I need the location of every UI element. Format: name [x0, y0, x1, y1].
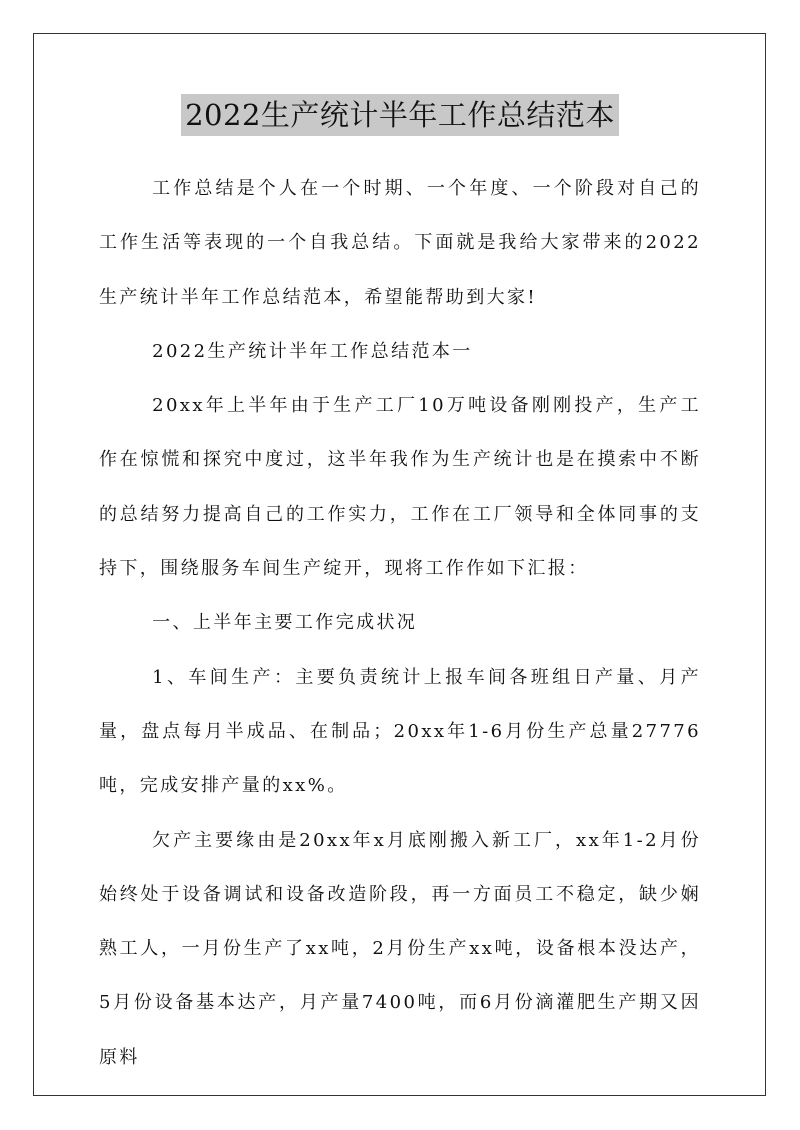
intro-paragraph: 工作总结是个人在一个时期、一个年度、一个阶段对自己的工作生活等表现的一个自我总结。下面就是我给大家带来的2022生产统计半年工作总结范本，希望能帮助到大家! — [99, 178, 701, 308]
body-paragraph: 20xx年上半年由于生产工厂10万吨设备刚刚投产，生产工作在惊慌和探究中度过，这半年我作为生产统计也是在摸索中不断的总结努力提高自己的工作实力，工作在工厂领导和全体同事的支持下，围绕服务车间生产绽开，现将工作作如下汇报： — [99, 395, 701, 580]
title-container — [0, 94, 800, 136]
document-body — [99, 162, 701, 1085]
document-title: 2022生产统计半年工作总结范本 — [181, 94, 619, 136]
body-paragraph: 1、车间生产：主要负责统计上报车间各班组日产量、月产量，盘点每月半成品、在制品；20xx年1-6月份生产总量27776吨，完成安排产量的xx%。 — [99, 666, 701, 797]
body-paragraph: 欠产主要缘由是20xx年x月底刚搬入新工厂，xx年1-2月份始终处于设备调试和设备改造阶段，再一方面员工不稳定，缺少娴熟工人，一月份生产了xx吨，2月份生产xx吨，设备根本没达产，5月份设备基本达产，月产量7400吨，而6月份滴灌肥生产期又因原料 — [99, 829, 701, 1068]
section-heading: 2022生产统计半年工作总结范本一 — [152, 340, 473, 362]
subsection-heading: 一、上半年主要工作完成状况 — [152, 612, 418, 634]
